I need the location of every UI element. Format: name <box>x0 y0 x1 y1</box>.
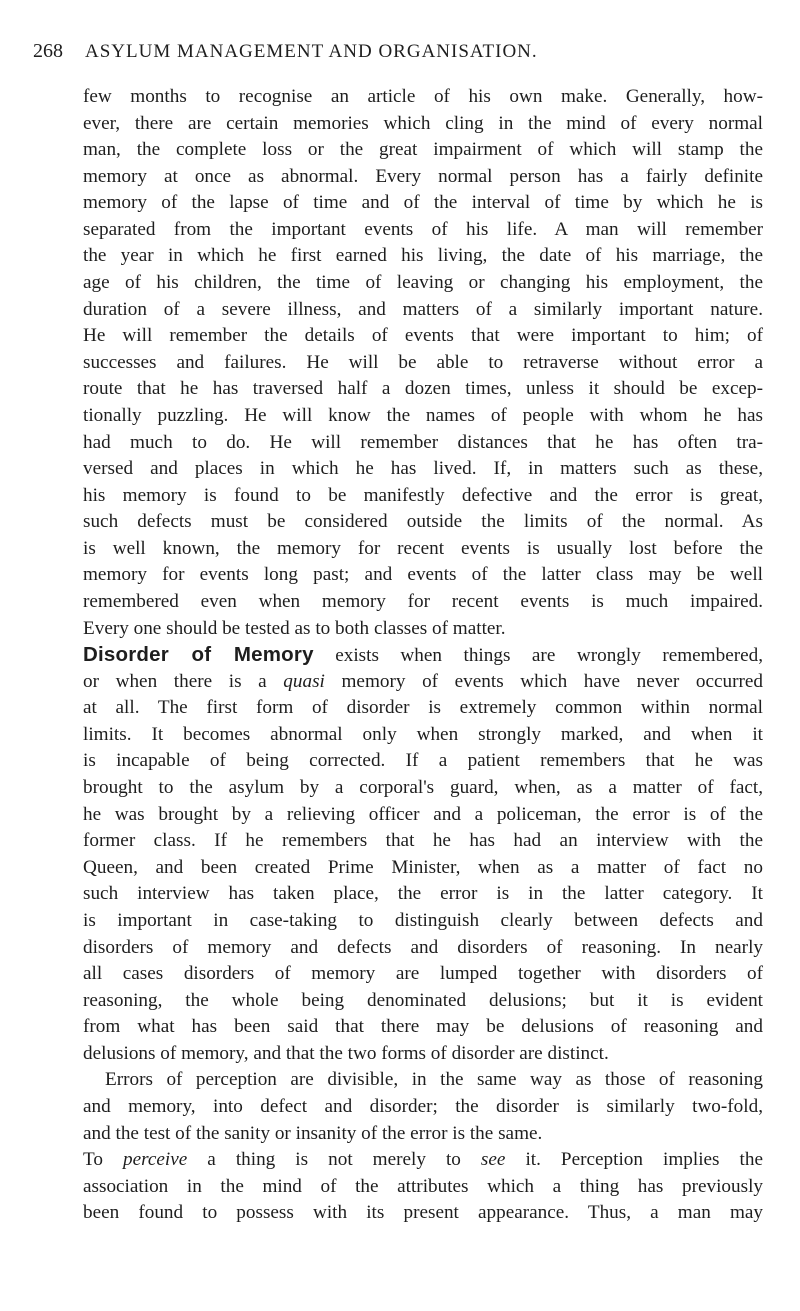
text-line: such defects must be considered outside the limits of the normal. As <box>83 511 763 533</box>
text-line: he was brought by a relieving officer and a policeman, the error is of the <box>83 803 763 825</box>
text-line: few months to recognise an article of his own make. Generally, how- <box>83 86 763 107</box>
page-number: 268 <box>33 40 63 62</box>
text-line: at all. The first form of disorder is extremely common within normal <box>83 697 763 719</box>
paragraph-perception <box>83 1067 763 1147</box>
paragraph-perception-continued <box>83 1174 763 1227</box>
text-line: versed and places in which he has lived. If, in matters such as these, <box>83 458 763 480</box>
text-line: limits. It becomes abnormal only when strongly marked, and when it <box>83 723 763 745</box>
text-line: disorders of memory and defects and disorders of reasoning. In nearly <box>83 936 763 958</box>
text-line-perceive <box>83 1147 763 1174</box>
text-line: all cases disorders of memory are lumped together with disorders of <box>83 963 763 985</box>
text-line: association in the mind of the attributes which a thing has previously <box>83 1175 763 1197</box>
text-line: brought to the asylum by a corporal's guard, when, as a matter of fact, <box>83 777 763 799</box>
text-segment: it. Perception implies the <box>505 1149 763 1171</box>
text-segment: or when there is a <box>83 670 284 692</box>
text-segment: To <box>83 1149 123 1171</box>
text-line: memory at once as abnormal. Every normal person has a fairly definite <box>83 165 763 187</box>
text-line: successes and failures. He will be able to retraverse without error a <box>83 351 763 373</box>
text-line: former class. If he remembers that he has had an interview with the <box>83 830 763 852</box>
side-heading: Disorder of Memory <box>83 643 314 667</box>
text-segment: a thing is not merely to <box>187 1149 481 1171</box>
text-line: memory for events long past; and events of the latter class may be well <box>83 564 763 586</box>
text-line: is well known, the memory for recent events is usually lost before the <box>83 537 763 559</box>
text-line: Errors of perception are divisible, in the same way as those of reasoning <box>105 1069 763 1091</box>
italic-perceive: perceive <box>123 1149 188 1171</box>
text-line: is incapable of being corrected. If a patient remembers that he was <box>83 750 763 772</box>
text-line: such interview has taken place, the error is in the latter category. It <box>83 883 763 905</box>
text-line: is important in case-taking to distinguish clearly between defects and <box>83 909 763 931</box>
text-line: ever, there are certain memories which cling in the mind of every normal <box>83 112 763 134</box>
paragraph-disorder-memory <box>83 695 763 1067</box>
text-line: Queen, and been created Prime Minister, when as a matter of fact no <box>83 856 763 878</box>
text-line-disorder-heading <box>83 642 763 669</box>
text-line: memory of the lapse of time and of the interval of time by which he is <box>83 192 763 214</box>
text-line: route that he has traversed half a dozen times, unless it should be excep- <box>83 378 763 400</box>
text-line-quasi <box>83 669 763 696</box>
italic-see: see <box>480 1149 506 1171</box>
italic-quasi: quasi <box>283 670 325 692</box>
text-line: remembered even when memory for recent events is much impaired. <box>83 590 763 612</box>
text-line: man, the complete loss or the great impairment of which will stamp the <box>83 139 763 161</box>
text-segment: memory of events which have never occurred <box>324 670 763 692</box>
text-line: duration of a severe illness, and matters of a similarly important nature. <box>83 298 763 320</box>
text-line: been found to possess with its present appearance. Thus, a man may <box>83 1202 763 1224</box>
text-line: from what has been said that there may be delusions of reasoning and <box>83 1016 763 1038</box>
text-line: the year in which he first earned his living, the date of his marriage, the <box>83 245 763 267</box>
text-line: reasoning, the whole being denominated delusions; but it is evident <box>83 989 763 1011</box>
text-line: tionally puzzling. He will know the names of people with whom he has <box>83 404 763 426</box>
text-line: had much to do. He will remember distances that he has often tra- <box>83 431 763 453</box>
running-head <box>33 40 773 63</box>
text-line: and the test of the sanity or insanity of the error is the same. <box>83 1122 543 1144</box>
text-line: He will remember the details of events that were important to him; of <box>83 325 763 347</box>
running-title: ASYLUM MANAGEMENT AND ORGANISATION. <box>85 41 538 62</box>
text-line: age of his children, the time of leaving or changing his employment, the <box>83 272 763 294</box>
text-line: exists when things are wrongly remembered, <box>335 645 764 667</box>
body-text <box>83 84 763 1227</box>
text-line: Every one should be tested as to both classes of matter. <box>83 617 506 639</box>
text-line: separated from the important events of his life. A man will remember <box>83 218 763 240</box>
text-line: delusions of memory, and that the two forms of disorder are distinct. <box>83 1042 609 1064</box>
text-line: his memory is found to be manifestly defective and the error is great, <box>83 484 763 506</box>
paragraph-memory-normal <box>83 84 763 642</box>
text-line: and memory, into defect and disorder; the disorder is similarly two-fold, <box>83 1095 763 1117</box>
